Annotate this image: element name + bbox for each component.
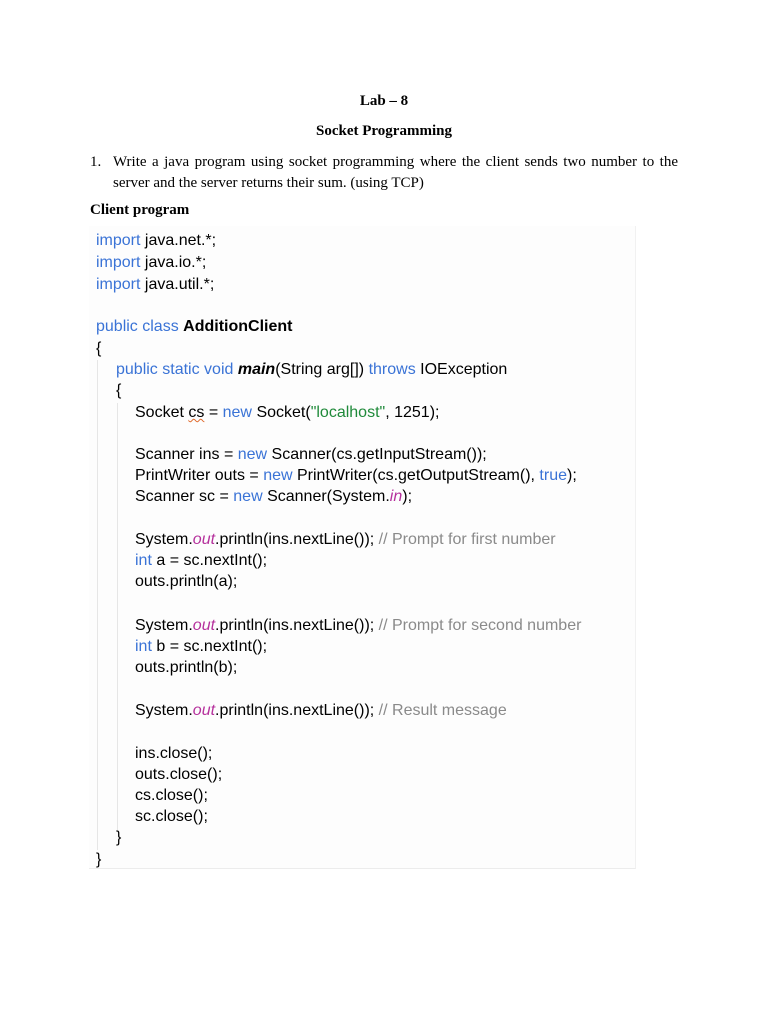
code-line-scanner-sc: [135, 487, 412, 507]
code-text: Scanner sc =: [135, 488, 234, 505]
keyword-throws: throws: [368, 361, 416, 378]
indent-guide-outer: [97, 360, 98, 850]
keyword-import: import: [96, 276, 141, 293]
code-line-main-decl: [116, 360, 507, 380]
code-line-cs-close: cs.close();: [135, 787, 208, 804]
code-text: PrintWriter outs =: [135, 467, 264, 484]
import-package: java.util.*;: [144, 276, 215, 293]
keyword-import: import: [96, 254, 141, 271]
question-text: Write a java program using socket programming where the client sends two number to the server and the server returns their sum. (using TCP): [113, 154, 678, 191]
code-line-ins-close: ins.close();: [135, 745, 213, 762]
comment-second-number: // Prompt for second number: [378, 617, 582, 634]
method-params: (String arg[]): [275, 361, 365, 378]
code-text: b = sc.nextInt();: [151, 638, 268, 655]
keyword-int: int: [135, 552, 152, 569]
code-line-println-a: outs.println(a);: [135, 573, 238, 590]
code-text: a = sc.nextInt();: [151, 552, 268, 569]
code-text: System.: [135, 702, 193, 719]
code-line-open-brace: {: [96, 340, 102, 357]
code-line-printwriter: [135, 466, 577, 486]
class-name: AdditionClient: [183, 318, 293, 335]
code-line-prompt-first: [135, 530, 556, 550]
field-out: out: [192, 617, 216, 634]
string-localhost: "localhost": [310, 404, 386, 421]
code-line-import-util: [96, 275, 214, 295]
code-line-outs-close: outs.close();: [135, 766, 223, 783]
code-text: .println(ins.nextLine());: [215, 617, 379, 634]
code-line-main-open-brace: {: [116, 382, 122, 399]
keyword-import: import: [96, 232, 141, 249]
question-number: 1.: [90, 154, 102, 170]
indent-guide-inner: [117, 403, 118, 831]
code-line-result: [135, 701, 507, 721]
lab-title: Lab – 8: [359, 93, 409, 109]
exception-type: IOException: [420, 361, 508, 378]
document-subtitle: Socket Programming: [316, 123, 452, 139]
field-out: out: [192, 702, 216, 719]
keyword-true: true: [539, 467, 567, 484]
keyword-int: int: [135, 638, 152, 655]
code-line-main-close-brace: }: [116, 829, 122, 846]
keyword-new: new: [222, 404, 252, 421]
code-line-sc-close: sc.close();: [135, 808, 208, 825]
comment-result-message: // Result message: [378, 702, 507, 719]
keyword-public-class: public class: [96, 318, 179, 335]
code-text: .println(ins.nextLine());: [215, 702, 379, 719]
import-package: java.net.*;: [144, 232, 217, 249]
variable-cs: cs: [188, 404, 205, 421]
comment-first-number: // Prompt for first number: [378, 531, 556, 548]
keyword-new: new: [237, 446, 268, 463]
keyword-modifiers: public static void: [116, 361, 234, 378]
code-line-import-net: [96, 231, 216, 251]
operator-assign: =: [208, 404, 219, 421]
socket-args-rest: , 1251);: [385, 404, 440, 421]
code-text: );: [402, 488, 413, 505]
code-line-class-decl: [96, 317, 292, 337]
code-line-socket: [135, 403, 439, 423]
question-item: [90, 152, 678, 194]
section-label-client: Client program: [90, 202, 190, 218]
code-line-int-a: [135, 551, 267, 571]
socket-ctor: Socket(: [256, 404, 311, 421]
code-text: Scanner(System.: [262, 488, 390, 505]
code-text: .println(ins.nextLine());: [215, 531, 379, 548]
code-text: );: [567, 467, 577, 484]
code-text: PrintWriter(cs.getOutputStream(),: [292, 467, 540, 484]
import-package: java.io.*;: [144, 254, 207, 271]
keyword-new: new: [263, 467, 293, 484]
code-line-class-close-brace: }: [96, 851, 102, 868]
code-line-scanner-ins: [135, 445, 487, 465]
code-text: Scanner(cs.getInputStream());: [267, 446, 487, 463]
code-line-import-io: [96, 253, 206, 273]
code-line-prompt-second: [135, 616, 581, 636]
field-out: out: [192, 531, 216, 548]
code-line-println-b: outs.println(b);: [135, 659, 238, 676]
type-socket: Socket: [135, 404, 184, 421]
code-text: System.: [135, 531, 193, 548]
method-name: main: [237, 361, 276, 378]
field-in: in: [389, 488, 403, 505]
code-text: System.: [135, 617, 193, 634]
keyword-new: new: [233, 488, 263, 505]
code-text: Scanner ins =: [135, 446, 238, 463]
code-line-int-b: [135, 637, 267, 657]
